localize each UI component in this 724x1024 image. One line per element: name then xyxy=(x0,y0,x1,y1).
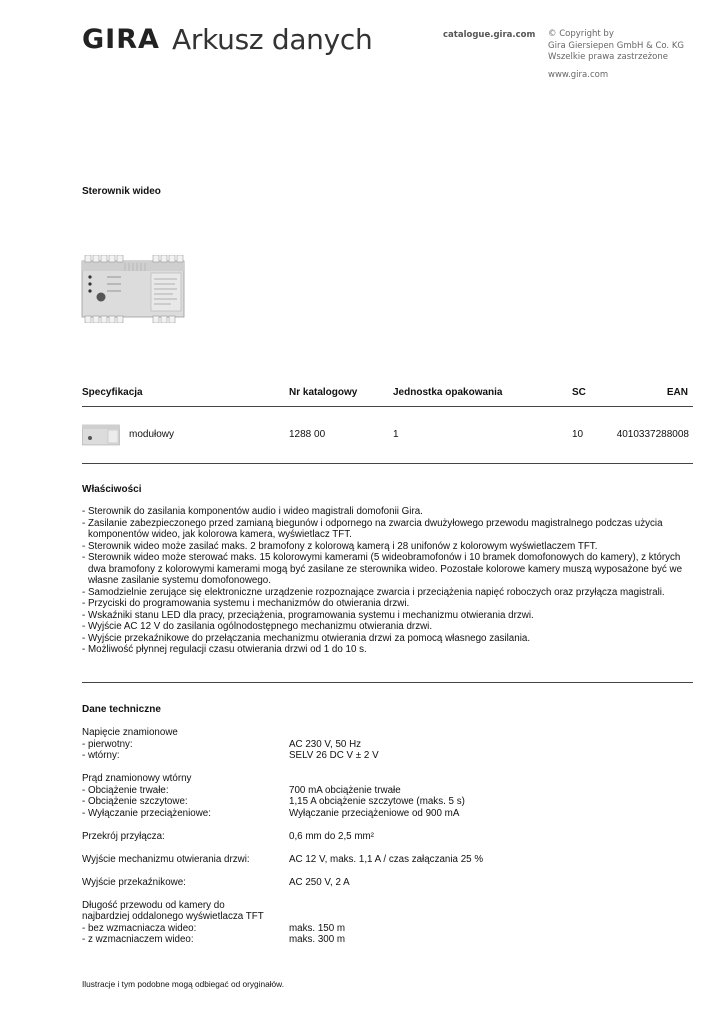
feature-line: - Samodzielnie zerujące się elektroniczne urządzenie rozpoznające zwarcia i przeciążenia napięć roboczych oraz przyłącza magistrali. xyxy=(82,586,665,598)
feature-line: - Przyciski do programowania systemu i mechanizmów do otwierania drzwi. xyxy=(82,598,410,609)
section-divider xyxy=(82,682,693,683)
technical-label: - Wyłączanie przeciążeniowe: xyxy=(82,807,211,819)
feature-line: - Możliwość płynnej regulacji czasu otwierania drzwi od 1 do 10 s. xyxy=(82,644,367,655)
feature-line: dwa bramofony z kolorowymi kamerami mogą być zasilane ze sterownika wideo. Pozostałe kolorowe kamery muszą wyposażone być we xyxy=(88,563,683,575)
sc-cell: 10 xyxy=(572,429,584,440)
feature-line: - Wyjście przekaźnikowe do przełączania mechanizmu otwierania drzwi za pomocą własnego zasilania. xyxy=(82,632,531,644)
feature-line: - Sterownik wideo może sterować maks. 15 kolorowymi kamerami (5 wideobramofonów i 10 bramek domofonowych do kamery), z których xyxy=(82,552,681,563)
document-type: Arkusz danych xyxy=(172,23,373,56)
copyright-line: Gira Giersiepen GmbH & Co. KG xyxy=(548,40,684,51)
catalogue-link[interactable]: catalogue.gira.com xyxy=(443,30,536,40)
technical-label: Wyjście mechanizmu otwierania drzwi: xyxy=(82,853,250,865)
technical-value: SELV 26 DC V ± 2 V xyxy=(289,750,379,761)
technical-value: 0,6 mm do 2,5 mm² xyxy=(289,830,374,842)
product-image xyxy=(81,255,185,323)
feature-line: - Sterownik do zasilania komponentów audio i wideo magistrali domofonii Gira. xyxy=(82,506,423,517)
col-header-unit: Jednostka opakowania xyxy=(393,387,503,398)
technical-value: maks. 300 m xyxy=(289,934,346,945)
technical-label: - z wzmacniaczem wideo: xyxy=(82,934,194,945)
technical-value: 1,15 A obciążenie szczytowe (maks. 5 s) xyxy=(289,796,465,807)
technical-label: Wyjście przekaźnikowe: xyxy=(82,876,186,888)
technical-label: - pierwotny: xyxy=(82,738,133,750)
feature-line: komponentów wideo, jak kolorowa kamera, wyświetlacz TFT. xyxy=(88,529,352,540)
technical-label: - bez wzmacniacza wideo: xyxy=(82,922,197,934)
technical-label: - Obciążenie szczytowe: xyxy=(82,796,188,807)
catalog-no-cell: 1288 00 xyxy=(289,429,326,440)
col-header-sc: SC xyxy=(572,387,586,398)
technical-label: najbardziej oddalonego wyświetlacza TFT xyxy=(82,911,264,922)
technical-value: 700 mA obciążenie trwałe xyxy=(289,784,401,796)
technical-value: AC 230 V, 50 Hz xyxy=(289,738,362,750)
feature-line: - Zasilanie zabezpieczonego przed zamianą biegunów i odpornego na zwarcia dwużyłowego przewodu magistralnego podczas użycia xyxy=(82,517,663,529)
feature-line: - Sterownik wideo może zasilać maks. 2 bramofony z kolorową kamerą i 28 unifonów z kolorowym wyświetlaczem TFT. xyxy=(82,540,598,552)
spec-cell: modułowy xyxy=(129,429,175,440)
technical-heading: Dane techniczne xyxy=(82,704,161,715)
features-list xyxy=(82,506,693,656)
copyright-line: © Copyright by xyxy=(548,29,614,39)
footnote: Ilustracje i tym podobne mogą odbiegać od oryginałów. xyxy=(82,979,285,989)
header-divider xyxy=(82,406,693,407)
col-header-ean: EAN xyxy=(666,387,688,398)
brand-logo: GIRA xyxy=(82,24,160,55)
technical-value: Wyłączanie przeciążeniowe od 900 mA xyxy=(289,807,460,819)
technical-label: - Obciążenie trwałe: xyxy=(82,784,169,796)
technical-label: Długość przewodu od kamery do xyxy=(82,899,225,911)
copyright-line: Wszelkie prawa zastrzeżone xyxy=(548,52,668,62)
features-heading: Właściwości xyxy=(82,484,142,495)
feature-line: - Wskaźniki stanu LED dla pracy, przeciążenia, programowania systemu i mechanizmu otwierania drzwi. xyxy=(82,609,534,621)
technical-value: AC 12 V, maks. 1,1 A / czas załączania 25 % xyxy=(289,853,484,865)
technical-value: AC 250 V, 2 A xyxy=(289,876,350,888)
unit-cell: 1 xyxy=(393,429,399,440)
website-link[interactable]: www.gira.com xyxy=(548,70,609,80)
feature-line: własne zasilanie systemu domofonowego. xyxy=(88,575,271,586)
technical-label: Przekrój przyłącza: xyxy=(82,830,165,842)
technical-label: Napięcie znamionowe xyxy=(82,727,178,738)
ean-cell: 4010337288008 xyxy=(616,429,689,440)
product-thumbnail xyxy=(82,424,120,446)
technical-value: maks. 150 m xyxy=(289,922,346,934)
feature-line: - Wyjście AC 12 V do zasilania ogólnodostępnego mechanizmu otwierania drzwi. xyxy=(82,621,433,632)
row-divider xyxy=(82,463,693,464)
col-header-spec: Specyfikacja xyxy=(82,387,143,398)
technical-label: Prąd znamionowy wtórny xyxy=(82,773,192,784)
col-header-catalog-no: Nr katalogowy xyxy=(289,387,358,398)
technical-label: - wtórny: xyxy=(82,750,120,761)
copyright-block xyxy=(548,29,684,64)
product-title: Sterownik wideo xyxy=(82,186,161,197)
